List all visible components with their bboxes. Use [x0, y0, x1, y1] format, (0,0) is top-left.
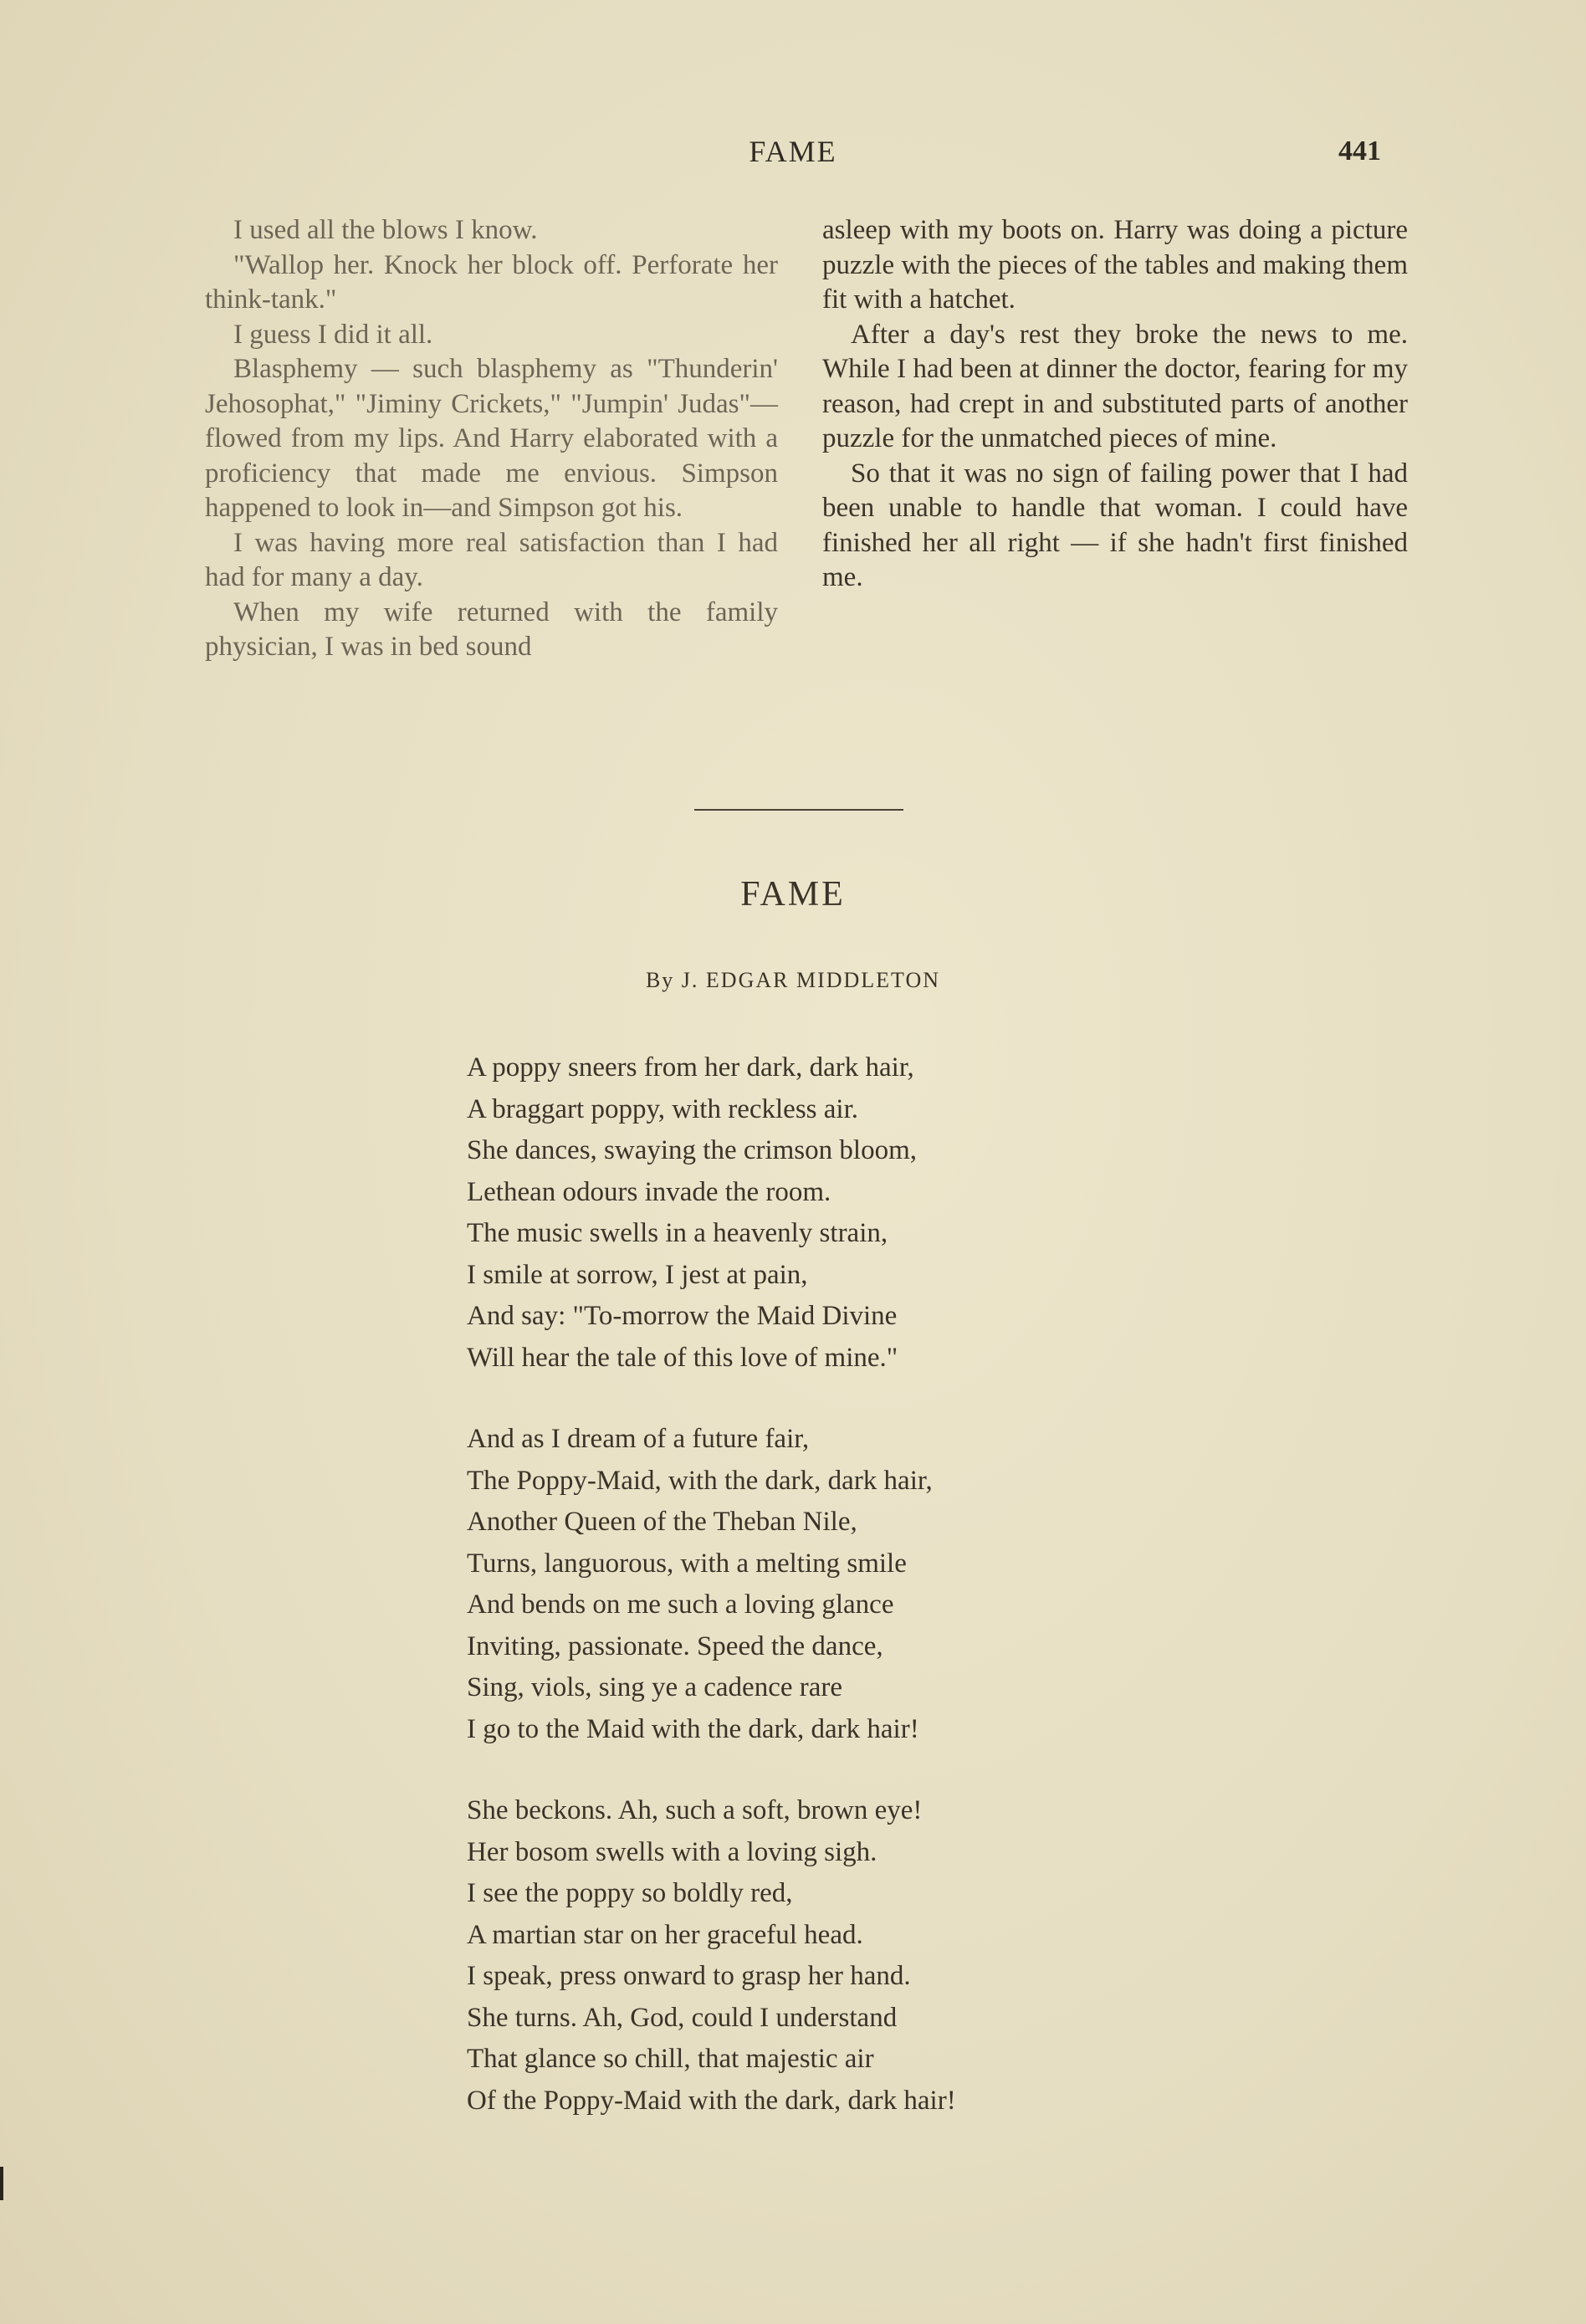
paragraph: asleep with my boots on. Harry was doing a picture puzzle with the pieces of the tables and making them fit with a hatchet.: [822, 215, 1408, 315]
poem-line: I see the poppy so boldly red,: [467, 1878, 793, 1908]
poem-line: And as I dream of a future fair,: [467, 1424, 810, 1454]
poem-line: A martian star on her graceful head.: [467, 1919, 863, 1950]
poem-line: She turns. Ah, God, could I understand: [467, 2002, 898, 2033]
poem-line: The Poppy-Maid, with the dark, dark hair,: [467, 1465, 933, 1496]
paragraph: I guess I did it all.: [233, 319, 433, 350]
paragraph: I used all the blows I know.: [233, 215, 538, 245]
poem-title: FAME: [740, 875, 846, 914]
poem-line: Inviting, passionate. Speed the dance,: [467, 1630, 883, 1661]
paragraph: So that it was no sign of failing power that I had been unable to handle that woman. I could have finished her all right — if she hadn't first finished me.: [822, 458, 1408, 592]
poem-line: Of the Poppy-Maid with the dark, dark hair!: [467, 2085, 956, 2116]
poem-stanza-2: [467, 1419, 1220, 1750]
poem-line: A braggart poppy, with reckless air.: [467, 1093, 858, 1124]
poem-line: And say: "To-morrow the Maid Divine: [467, 1301, 898, 1331]
poem-line: Turns, languorous, with a melting smile: [467, 1548, 907, 1579]
paragraph: When my wife returned with the family physician, I was in bed sound: [205, 596, 778, 662]
section-divider: [694, 809, 903, 811]
poem-stanza-3: [467, 1790, 1220, 2122]
page-edge-mark: [0, 2167, 3, 2200]
poem-line: And bends on me such a loving glance: [467, 1589, 894, 1620]
paragraph: "Wallop her. Knock her block off. Perforate her think-tank.": [205, 249, 778, 315]
poem-line: She dances, swaying the crimson bloom,: [467, 1135, 917, 1165]
poem-byline: By J. EDGAR MIDDLETON: [645, 968, 941, 992]
poem-line: The music swells in a heavenly strain,: [467, 1218, 888, 1248]
running-header-title: FAME: [749, 135, 837, 168]
poem-body: [467, 1047, 1220, 2162]
poem-line: Lethean odours invade the room.: [467, 1176, 831, 1207]
paragraph: I was having more real satisfaction than I had had for many a day.: [205, 527, 778, 592]
paragraph: Blasphemy — such blasphemy as "Thunderin' Jehosophat," "Jiminy Crickets," "Jumpin' Judas"—flowed from my lips. And Harry elaborated with a proficiency that made me envious. Simpson happened to look in—and Simpson got his.: [205, 354, 778, 523]
poem-stanza-1: [467, 1047, 1220, 1379]
poem-line: Will hear the tale of this love of mine.": [467, 1342, 898, 1373]
poem-line: She beckons. Ah, such a soft, brown eye!: [467, 1795, 923, 1825]
paragraph: After a day's rest they broke the news to me. While I had been at dinner the doctor, fearing for my reason, had crept in and substituted parts of another puzzle for the unmatched pieces of mine.: [822, 319, 1408, 453]
poem-line: That glance so chill, that majestic air: [467, 2044, 874, 2074]
poem-line: I speak, press onward to grasp her hand.: [467, 1961, 911, 1991]
left-column: [205, 213, 778, 665]
poem-line: I go to the Maid with the dark, dark hair!: [467, 1713, 919, 1744]
poem-line: Her bosom swells with a loving sigh.: [467, 1836, 877, 1867]
page-number: 441: [1338, 136, 1381, 166]
poem-line: Another Queen of the Theban Nile,: [467, 1507, 857, 1537]
right-column: [822, 213, 1408, 596]
poem-line: I smile at sorrow, I jest at pain,: [467, 1259, 808, 1290]
poem-line: Sing, viols, sing ye a cadence rare: [467, 1672, 843, 1702]
poem-line: A poppy sneers from her dark, dark hair,: [467, 1052, 914, 1083]
